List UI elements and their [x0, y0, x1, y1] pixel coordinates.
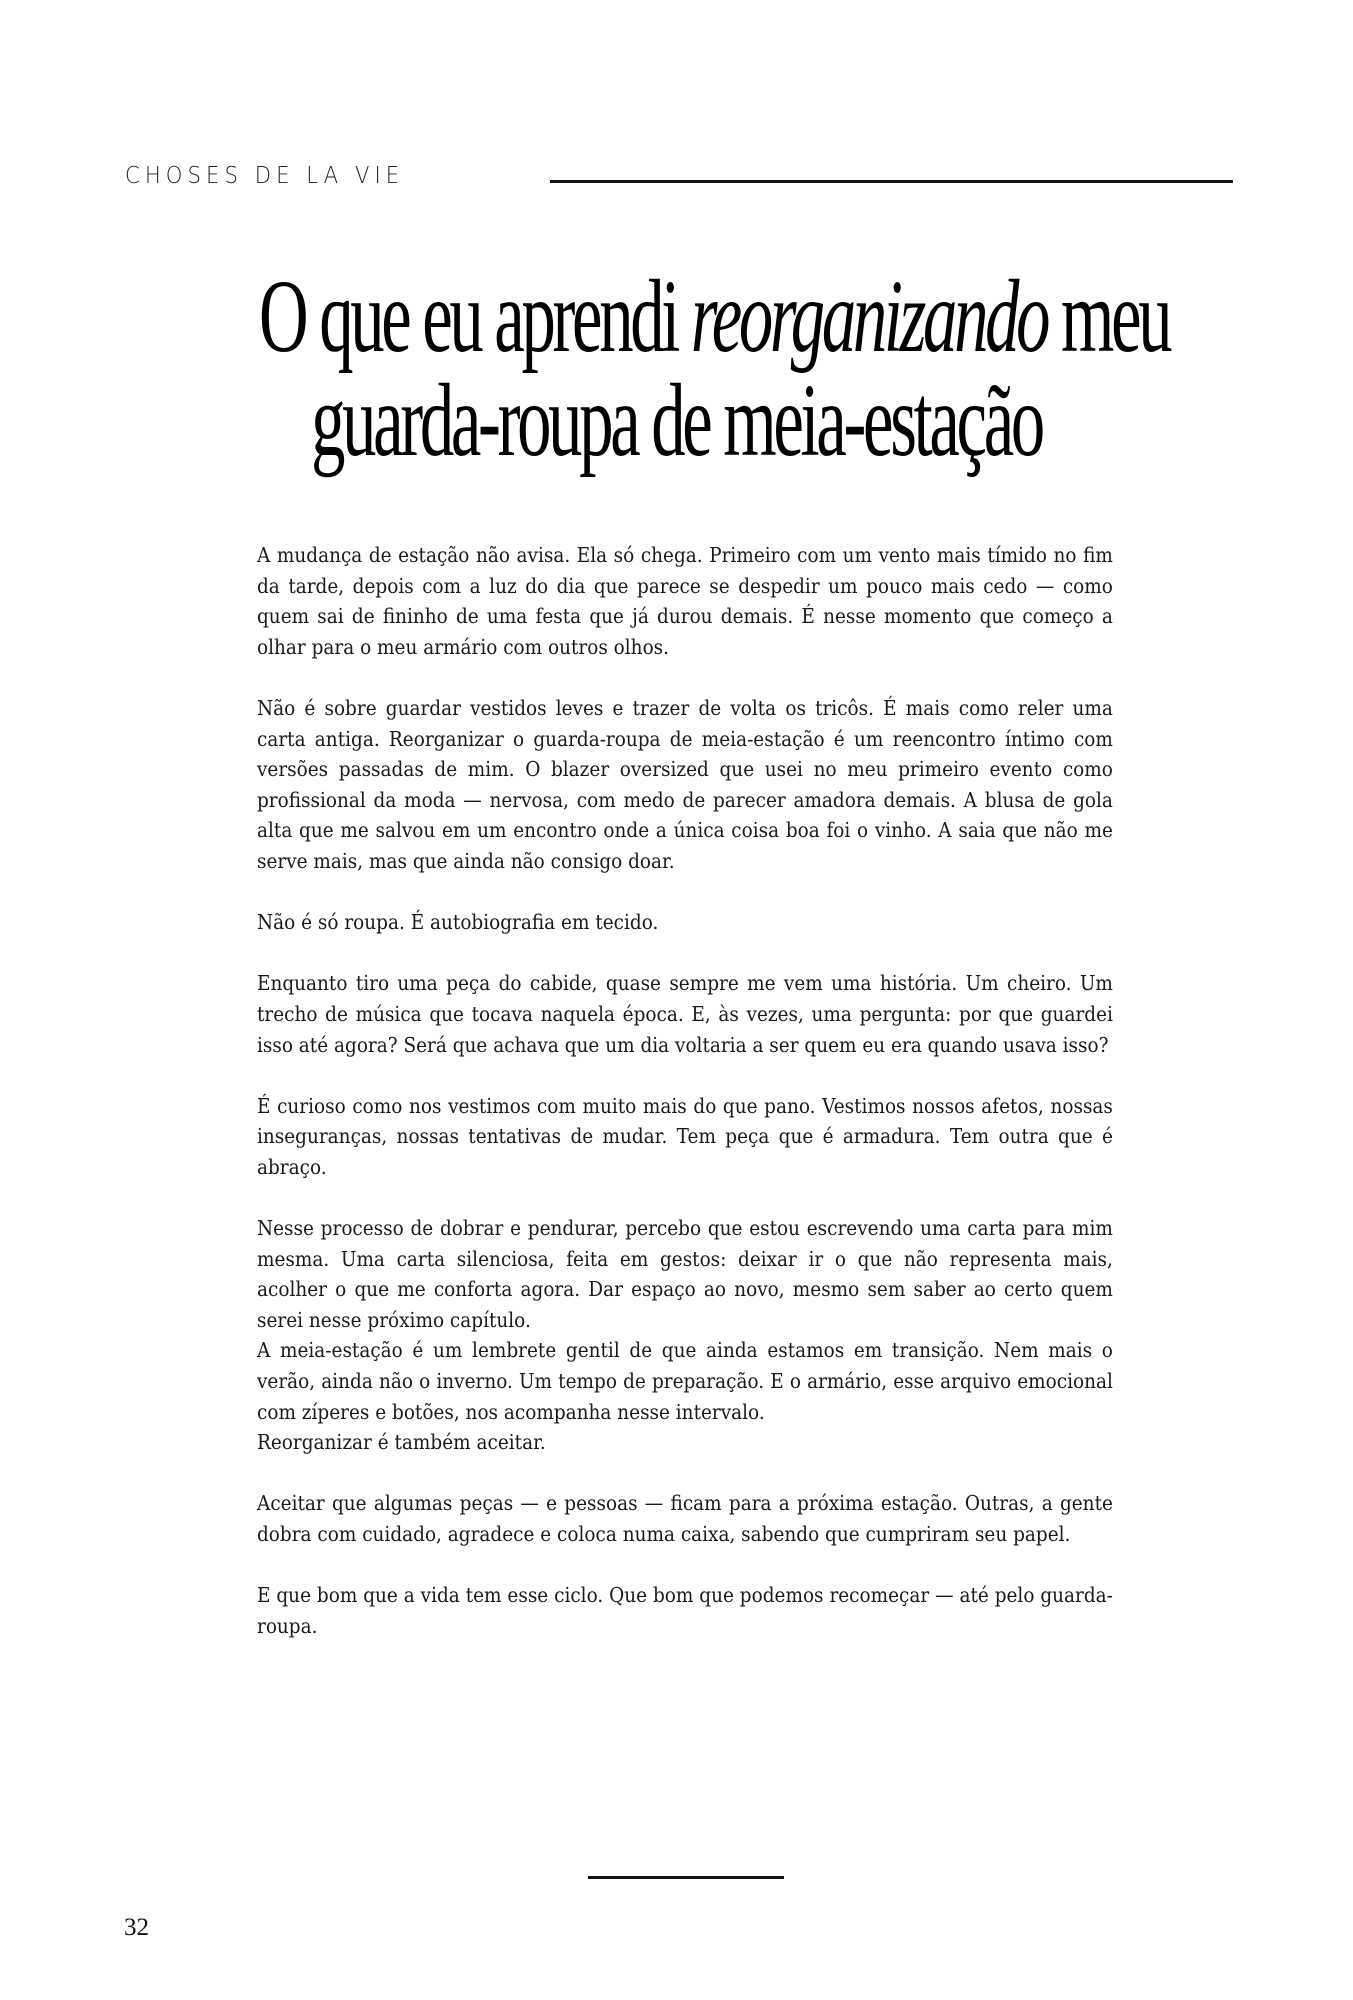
- title-part-1: O que eu aprendi: [259, 259, 691, 374]
- paragraph: Não é sobre guardar vestidos leves e trazer de volta os tricôs. É mais como reler uma carta antiga. Reorganizar o guarda-roupa de meia-estação é um reencontro íntimo com versões passadas de mim. O blazer oversized que usei no meu primeiro evento como profissional da moda — nervosa, com medo de parecer amadora demais. A blusa de gola alta que me salvou em um encontro onde a única coisa boa foi o vinho. A saia que não me serve mais, mas que ainda não consigo doar.: [257, 695, 1113, 873]
- title-emphasis: reorganizando: [690, 259, 1048, 374]
- title-part-2: meu: [1047, 259, 1170, 374]
- footer-divider: [588, 1876, 784, 1879]
- paragraph: E que bom que a vida tem esse ciclo. Que bom que podemos recomeçar — até pelo guarda-roupa.: [257, 1583, 1113, 1638]
- paragraph: Aceitar que algumas peças — e pessoas — ficam para a próxima estação. Outras, a gente dobra com cuidado, agradece e coloca numa caixa, sabendo que cumpriram seu papel.: [257, 1491, 1113, 1546]
- page-number: 32: [124, 1914, 149, 1941]
- header-divider: [550, 180, 1233, 183]
- paragraph: Reorganizar é também aceitar.: [257, 1430, 546, 1455]
- title-line-2: guarda-roupa de meia-estação: [311, 363, 1042, 478]
- paragraph: Enquanto tiro uma peça do cabide, quase sempre me vem uma história. Um cheiro. Um trecho de música que tocava naquela época. E, às vezes, uma pergunta: por que guardei isso até agora? Será que achava que um dia voltaria a ser quem eu era quando usava isso?: [257, 971, 1113, 1057]
- paragraph: Não é só roupa. É autobiografia em tecido.: [257, 910, 659, 935]
- paragraph: A meia-estação é um lembrete gentil de que ainda estamos em transição. Nem mais o verão, ainda não o inverno. Um tempo de preparação. E o armário, esse arquivo emocional com zíperes e botões, nos acompanha nesse intervalo.: [257, 1338, 1113, 1424]
- article-title: [0, 259, 1353, 478]
- article-body: [257, 540, 1113, 1641]
- paragraph: É curioso como nos vestimos com muito mais do que pano. Vestimos nossos afetos, nossas inseguranças, nossas tentativas de mudar. Tem peça que é armadura. Tem outra que é abraço.: [257, 1093, 1113, 1179]
- paragraph: Nesse processo de dobrar e pendurar, percebo que estou escrevendo uma carta para mim mesma. Uma carta silenciosa, feita em gestos: deixar ir o que não representa mais, acolher o que me conforta agora. Dar espaço ao novo, mesmo sem saber ao certo quem serei nesse próximo capítulo.: [257, 1216, 1113, 1332]
- paragraph: A mudança de estação não avisa. Ela só chega. Primeiro com um vento mais tímido no fim da tarde, depois com a luz do dia que parece se despedir um pouco mais cedo — como quem sai de fininho de uma festa que já durou demais. É nesse momento que começo a olhar para o meu armário com outros olhos.: [257, 543, 1113, 659]
- section-label: CHOSES DE LA VIE: [125, 163, 405, 189]
- title-line-1: [259, 259, 1170, 374]
